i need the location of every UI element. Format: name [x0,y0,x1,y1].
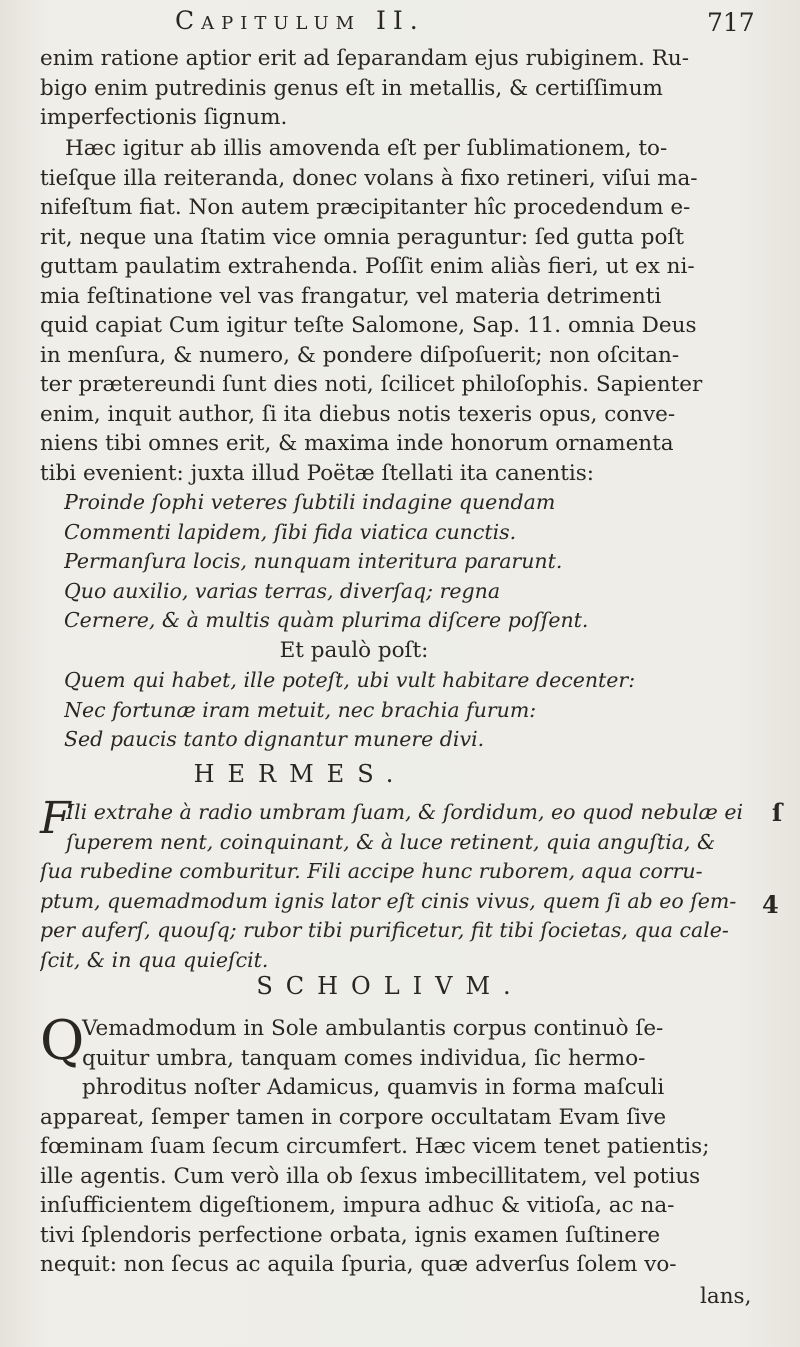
text-line: mia feſtinatione vel vas frangatur, vel materia detrimenti [40,283,662,309]
text-line: tieſque illa reiteranda, donec volans à fixo retineri, viſui ma- [40,165,698,191]
margin-mark: 4 [762,890,779,919]
text-line: rit, neque una ſtatim vice omnia peraguntur: ſed gutta poſt [40,224,685,250]
text-line: Vemadmodum in Sole ambulantis corpus continuò ſe- [82,1016,664,1041]
running-header [0,6,800,40]
text-line: nequit: non ſecus ac aquila ſpuria, quæ adverſus ſolem vo- [40,1252,677,1277]
hermes-heading: HERMES. [193,760,407,788]
text-line: appareat, ſemper tamen in corpore occultatam Evam ſive [40,1104,667,1130]
verse-line: Nec fortunæ iram metuit, nec brachia furum: [64,697,537,722]
text-line: imperfectionis ſignum. [40,105,288,130]
paragraph-1 [40,44,780,133]
text-line: enim ratione aptior erit ad ſeparandam ejus rubiginem. Ru- [40,46,689,71]
text-line: nifeſtum fiat. Non autem præcipitanter hîc procedendum e- [40,195,691,220]
text-line: fœminam ſuam ſecum circumfert. Hæc vicem tenet patientis; [40,1134,710,1159]
text-line: ter prætereundi ſunt dies noti, ſcilicet philoſophis. Sapienter [40,372,703,397]
verse-line: Sed paucis tanto dignantur munere divi. [64,727,485,751]
drop-cap: F [40,793,71,844]
text-line: niens tibi omnes erit, & maxima inde honorum ornamenta [40,431,674,456]
verse-quotation-2 [64,666,764,755]
paragraph-2 [40,134,780,488]
text-line: quitur umbra, tanquam comes individua, ſic hermo- [82,1045,646,1071]
hermes-passage [40,793,760,975]
text-line: tibi evenient: juxta illud Poëtæ ſtellati ita canentis: [40,460,595,486]
verse-line: Permanſura locis, nunquam interitura pararunt. [64,549,563,573]
text-line: ſcit, & in qua quieſcit. [40,947,269,972]
text-line: ptum, quemadmodum ignis lator eſt cinis vivus, quem ſi ab eo ſem- [40,888,737,913]
verse-line: Proinde ſophi veteres ſubtili indagine quendam [64,490,556,514]
verse-line: Cernere, & à multis quàm plurima diſcere poſſent. [64,608,589,632]
drop-cap: Q [40,1009,85,1072]
text-line: per auferſ, quouſq; rubor tibi purificetur, fit tibi ſocietas, qua cale- [40,918,729,942]
text-line: guttam paulatim extrahenda. Poſſit enim aliàs fieri, ut ex ni- [40,254,695,279]
text-line: enim, inquit author, ſi ita diebus notis texeris opus, conve- [40,401,676,427]
text-line: ſua rubedine comburitur. Fili accipe hunc ruborem, aqua corru- [40,859,703,883]
scholium-heading: SCHOLIVM. [256,972,524,1000]
text-line: inſufficientem digeſtionem, impura adhuc & vitioſa, ac na- [40,1193,675,1218]
margin-mark: ſ [772,798,783,827]
text-line: phroditus noſter Adamicus, quamvis in forma maſculi [82,1075,665,1100]
text-line: tivi ſplendoris perfectione orbata, ignis examen ſuſtinere [40,1222,661,1248]
text-line: in menſura, & numero, & pondere diſpoſuerit; non oſcitan- [40,342,680,368]
verse-line: Quo auxilio, varias terras, diverſaq; regna [64,578,501,603]
text-line: Hæc igitur ab illis amovenda eſt per ſublimationem, to- [65,136,668,161]
verse-line: Quem qui habet, ille poteſt, ubi vult habitare decenter: [64,668,636,692]
verse-line: Commenti lapidem, ſibi fida viatica cunctis. [64,519,517,544]
scholium-passage [40,1009,780,1280]
page-number: 717 [707,8,755,37]
text-line: ſuperem nent, coinquinant, & à luce retinent, quia anguſtia, & [66,829,716,854]
chapter-title: Capitulum II. [175,6,425,35]
text-line: Ili extrahe à radio umbram ſuam, & ſordidum, eo quod nebulæ ei [66,800,744,824]
et-paulo-post: Et paulò poſt: [279,637,429,663]
text-line: bigo enim putredinis genus eſt in metallis, & certiſſimum [40,75,663,101]
catchword [700,1282,780,1312]
text-line: quid capiat Cum igitur teſte Salomone, Sap. 11. omnia Deus [40,313,697,338]
text-line: ille agentis. Cum verò illa ob ſexus imbecillitatem, vel potius [40,1163,701,1189]
verse-quotation-1 [64,488,764,665]
catchword-text: lans, [700,1284,752,1309]
